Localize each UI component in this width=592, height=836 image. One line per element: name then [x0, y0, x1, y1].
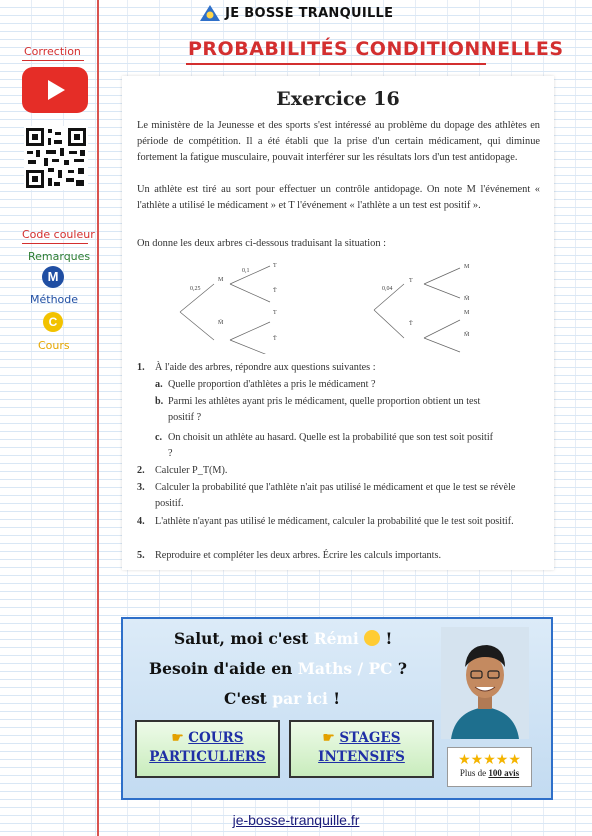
reviews-badge[interactable]	[447, 747, 532, 787]
pointing-hand-icon: ☛	[322, 730, 335, 746]
question-1c: c. On choisit un athlète au hasard. Quelle est la probabilité que son test soit positif ?	[155, 432, 494, 459]
tree1-p-branch: 0,1	[242, 268, 250, 274]
question-1: 1. À l'aide des arbres, répondre aux questions suivantes :	[137, 362, 376, 373]
question-2: 2. Calculer P_T(M).	[137, 465, 228, 476]
brand-name: JE BOSSE TRANQUILLE	[225, 5, 394, 21]
exercise-paragraph-2: Un athlète est tiré au sort pour effectuer un contrôle antidopage. On note M l'événement « l'athlète a utilisé le médicament » et T l'événement « l'athlète a un test est positif ».	[137, 184, 540, 211]
promo-link[interactable]: par ici	[272, 689, 328, 708]
promo-line-3[interactable]: C'est par ici !	[224, 689, 341, 708]
correction-underline	[22, 60, 84, 61]
tree2-node-a: T	[409, 278, 413, 284]
smile-icon	[364, 630, 380, 646]
promo-subject: Maths / PC	[297, 659, 393, 678]
avatar	[441, 627, 529, 739]
intensive-courses-button[interactable]: ☛ STAGES INTENSIFS	[289, 720, 434, 778]
youtube-icon[interactable]	[22, 67, 88, 113]
page-title: PROBABILITÉS CONDITIONNELLES	[188, 38, 564, 60]
color-code-label: Code couleur	[22, 228, 95, 241]
tree1-leaf-a: T	[273, 263, 277, 269]
tree1-node-a: M	[218, 277, 224, 283]
pointing-hand-icon: ☛	[171, 730, 184, 746]
cours-icon: C	[43, 312, 63, 332]
reviews-text: Plus de 100 avis	[459, 768, 520, 778]
promo-line-1: Salut, moi c'est Rémi !	[174, 629, 393, 648]
qr-code-icon[interactable]	[24, 126, 88, 190]
tree2-p-root: 0,04	[382, 286, 393, 292]
tree1-p-root: 0,25	[190, 286, 201, 292]
cours-label: Cours	[38, 339, 70, 352]
methode-icon: M	[42, 266, 64, 288]
tree1-leaf-b: T̄	[273, 288, 277, 294]
tree2-node-b: T̄	[409, 321, 413, 327]
tree2-leaf-b: M̄	[464, 296, 470, 302]
promo-banner	[121, 617, 553, 800]
title-underline	[186, 63, 486, 65]
exercise-paragraph-3: On donne les deux arbres ci-dessous traduisant la situation :	[137, 238, 387, 249]
brand-logo-icon	[199, 4, 221, 22]
website-link[interactable]: je-bosse-tranquille.fr	[232, 812, 360, 828]
remarques-label: Remarques	[28, 250, 91, 263]
private-lessons-button[interactable]: ☛ COURS PARTICULIERS	[135, 720, 280, 778]
tree1-leaf-c: T	[273, 310, 277, 316]
brand-header[interactable]	[0, 4, 592, 22]
exercise-paragraph-1: Le ministère de la Jeunesse et des sports s'est intéressé au problème du dopage des athlètes en période de compétition. Il a été établi que la prise d'un certain médicament, qui diminue fortement la fatigue musculaire, pouvait interférer sur les résultats lors d'un test antidopage.	[137, 120, 540, 163]
color-code-underline	[22, 243, 88, 244]
promo-name: Rémi	[313, 629, 359, 648]
exercise-card	[122, 76, 554, 570]
question-4: 4. L'athlète n'ayant pas utilisé le médicament, calculer la probabilité que le test soit positif.	[137, 516, 514, 527]
probability-trees	[122, 254, 554, 354]
tree2-leaf-a: M	[464, 264, 470, 270]
promo-line-2: Besoin d'aide en Maths / PC ?	[149, 659, 408, 678]
question-5: 5. Reproduire et compléter les deux arbres. Écrire les calculs importants.	[137, 550, 441, 561]
tree-2	[374, 268, 460, 352]
tree2-leaf-d: M̄	[464, 332, 470, 338]
exercise-title: Exercice 16	[276, 88, 400, 110]
tree-1	[180, 266, 270, 354]
question-1a: a. Quelle proportion d'athlètes a pris le médicament ?	[155, 379, 376, 390]
question-1b: b. Parmi les athlètes ayant pris le médicament, quelle proportion obtient un test positif ?	[155, 396, 481, 423]
correction-label: Correction	[24, 45, 81, 58]
tree1-node-b: M̄	[218, 320, 224, 326]
tree1-leaf-d: T̄	[273, 336, 277, 342]
play-icon	[48, 80, 65, 100]
question-3: 3. Calculer la probabilité que l'athlète n'ait pas utilisé le médicament et que le test se révèle positif.	[137, 482, 516, 509]
star-rating-icon: ★★★★★	[458, 751, 521, 767]
tree2-leaf-c: M	[464, 310, 470, 316]
methode-label: Méthode	[30, 293, 79, 306]
margin-line	[97, 0, 99, 836]
